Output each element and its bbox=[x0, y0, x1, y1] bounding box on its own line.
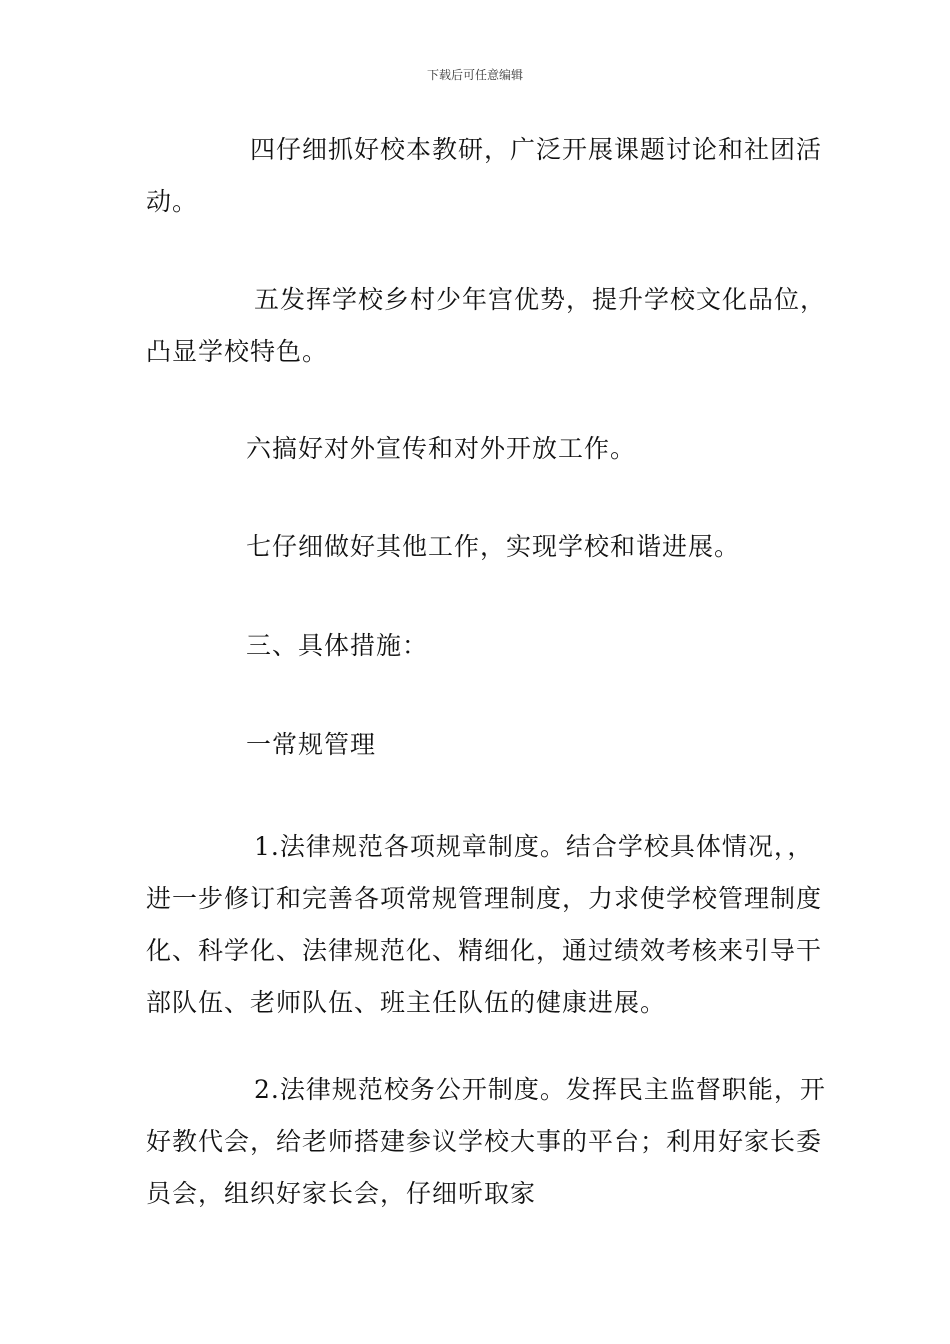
subheading-routine-management: 一常规管理 bbox=[246, 730, 377, 759]
paragraph-youth-palace: 五发挥学校乡村少年宫优势，提升学校文化品位，凸显学校特色。 bbox=[146, 285, 827, 366]
page-header: 下载后可任意编辑 bbox=[426, 68, 523, 82]
paragraph-regulations: 1.法律规范各项规章制度。结合学校具体情况，，进一步修订和完善各项常规管理制度，力求使学校管理制度化、科学化、法律规范化、精细化，通过绩效考核来引导干部队伍、老师队伍、班主任队伍的健康进展。 bbox=[146, 832, 823, 1017]
paragraph-teaching-research: 四仔细抓好校本教研，广泛开展课题讨论和社团活动。 bbox=[146, 135, 823, 216]
section-heading-measures: 三、具体措施： bbox=[246, 631, 429, 660]
paragraph-publicity: 六搞好对外宣传和对外开放工作。 bbox=[246, 434, 637, 463]
paragraph-school-affairs: 2.法律规范校务公开制度。发挥民主监督职能，开好教代会，给老师搭建参议学校大事的平台；利用好家长委员会，组织好家长会，仔细听取家 bbox=[146, 1075, 826, 1208]
paragraph-other-work: 七仔细做好其他工作，实现学校和谐进展。 bbox=[246, 532, 741, 561]
